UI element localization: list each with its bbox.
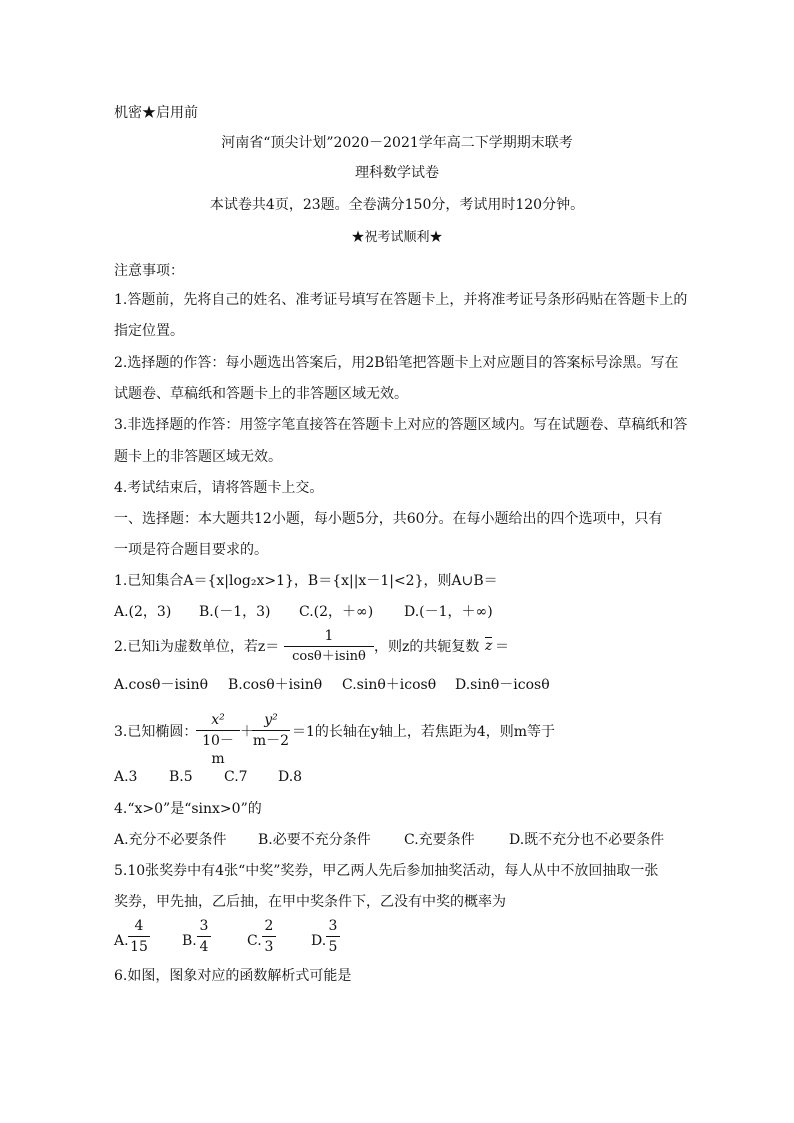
question-5-option-d-numerator: 3 [328,918,338,934]
question-4-option-a: A.充分不必要条件 [114,832,227,848]
question-2-numerator: 1 [324,628,334,644]
question-2-option-a: A.cosθ－isinθ [114,677,209,693]
question-2-conjugate-z: z [485,638,493,654]
question-5-option-d-fraction [326,917,340,956]
note-4: 4.考试结束后，请将答题卡上交。 [114,480,324,496]
question-4-stem: 4.“x>0”是“sinx>0”的 [114,801,262,817]
question-6-stem: 6.如图，图象对应的函数解析式可能是 [114,968,352,984]
question-3-option-c: C.7 [224,769,248,785]
question-5-option-a-label: A. [114,933,129,949]
section-1-heading-line-2: 一项是符合题目要求的。 [114,542,268,558]
question-2-option-b: B.cosθ＋isinθ [228,677,323,693]
question-3-fraction-y [252,711,290,750]
question-2-fraction [284,627,374,666]
question-5-option-b-label: B. [182,933,197,949]
question-3-fraction-y-numerator: y² [264,712,278,728]
question-5-option-b-denominator: 4 [199,939,209,955]
question-3-fraction-x-denominator: 10－m [202,733,234,767]
section-1-heading-line-1: 一、选择题：本大题共12小题，每小题5分，共60分。在每小题给出的四个选项中，只有 [114,511,663,527]
question-1-stem: 1.已知集合A＝{x|log₂x>1}，B＝{x||x－1|<2}，则A∪B＝ [114,573,498,589]
question-4-option-c: C.充要条件 [404,832,475,848]
fraction-bar [262,936,276,937]
notes-heading: 注意事项： [114,263,184,279]
question-3-fraction-x [196,711,240,768]
fraction-bar [196,730,240,731]
question-2-equals: ＝ [495,639,509,655]
exam-title: 河南省“顶尖计划”2020－2021学年高二下学期期末联考 [221,135,573,151]
question-5-option-a-numerator: 4 [134,918,144,934]
exam-wish: ★祝考试顺利★ [351,230,443,245]
exam-info: 本试卷共4页，23题。全卷满分150分，考试用时120分钟。 [209,197,585,213]
question-5-option-c-denominator: 3 [264,939,274,955]
note-3-line-2: 题卡上的非答题区域无效。 [114,449,282,465]
question-5-option-d-label: D. [311,933,327,949]
fraction-bar [326,936,340,937]
question-3-fraction-y-denominator: m－2 [252,733,290,749]
question-5-option-c-fraction [262,917,276,956]
question-1-option-b: B.(－1，3) [199,604,271,620]
question-5-option-a-fraction [128,917,150,956]
question-3-option-a: A.3 [114,769,138,785]
question-3-plus: ＋ [240,724,254,740]
question-2-stem-start: 2.已知i为虚数单位，若z＝ [114,639,280,655]
question-5-option-d-denominator: 5 [328,939,338,955]
question-3-option-b: B.5 [169,769,193,785]
fraction-bar [197,936,211,937]
question-5-option-a-denominator: 15 [130,939,148,955]
question-3-option-d: D.8 [278,769,303,785]
question-4-option-d: D.既不充分也不必要条件 [509,832,665,848]
question-5-option-c-numerator: 2 [264,918,274,934]
note-1-line-1: 1.答题前，先将自己的姓名、准考证号填写在答题卡上，并将准考证号条形码贴在答题卡上的 [114,292,688,308]
question-2-option-c: C.sinθ＋icosθ [342,677,437,693]
question-4-option-b: B.必要不充分条件 [258,832,371,848]
question-5-option-b-numerator: 3 [199,918,209,934]
fraction-bar [284,646,374,647]
question-1-option-d: D.(－1，＋∞) [404,604,493,620]
question-5-line-2: 奖券，甲先抽，乙后抽，在甲中奖条件下，乙没有中奖的概率为 [114,894,506,910]
fraction-bar [128,936,150,937]
question-3-stem-start: 3.已知椭圆： [114,724,198,740]
question-1-option-c: C.(2，＋∞) [299,604,374,620]
note-2-line-1: 2.选择题的作答：每小题选出答案后，用2B铅笔把答题卡上对应题目的答案标号涂黑。写在 [114,355,679,371]
confidential-label: 机密★启用前 [114,105,198,121]
note-1-line-2: 指定位置。 [114,323,184,339]
question-2-stem-end: ，则z的共轭复数 [374,639,480,655]
note-3-line-1: 3.非选择题的作答：用签字笔直接答在答题卡上对应的答题区域内。写在试题卷、草稿纸和答 [114,417,688,433]
question-5-option-c-label: C. [247,933,262,949]
question-2-option-d: D.sinθ－icosθ [455,677,550,693]
question-3-fraction-x-numerator: x² [211,712,225,728]
question-2-denominator: cosθ＋isinθ [292,649,366,664]
question-1-option-a: A.(2，3) [114,604,172,620]
note-2-line-2: 试题卷、草稿纸和答题卡上的非答题区域无效。 [114,386,408,402]
question-3-stem-end: ＝1的长轴在y轴上，若焦距为4，则m等于 [292,724,555,740]
question-5-line-1: 5.10张奖券中有4张“中奖”奖券，甲乙两人先后参加抽奖活动，每人从中不放回抽取一张 [114,863,659,879]
question-5-option-b-fraction [197,917,211,956]
fraction-bar [252,730,290,731]
exam-subject: 理科数学试卷 [355,165,439,181]
